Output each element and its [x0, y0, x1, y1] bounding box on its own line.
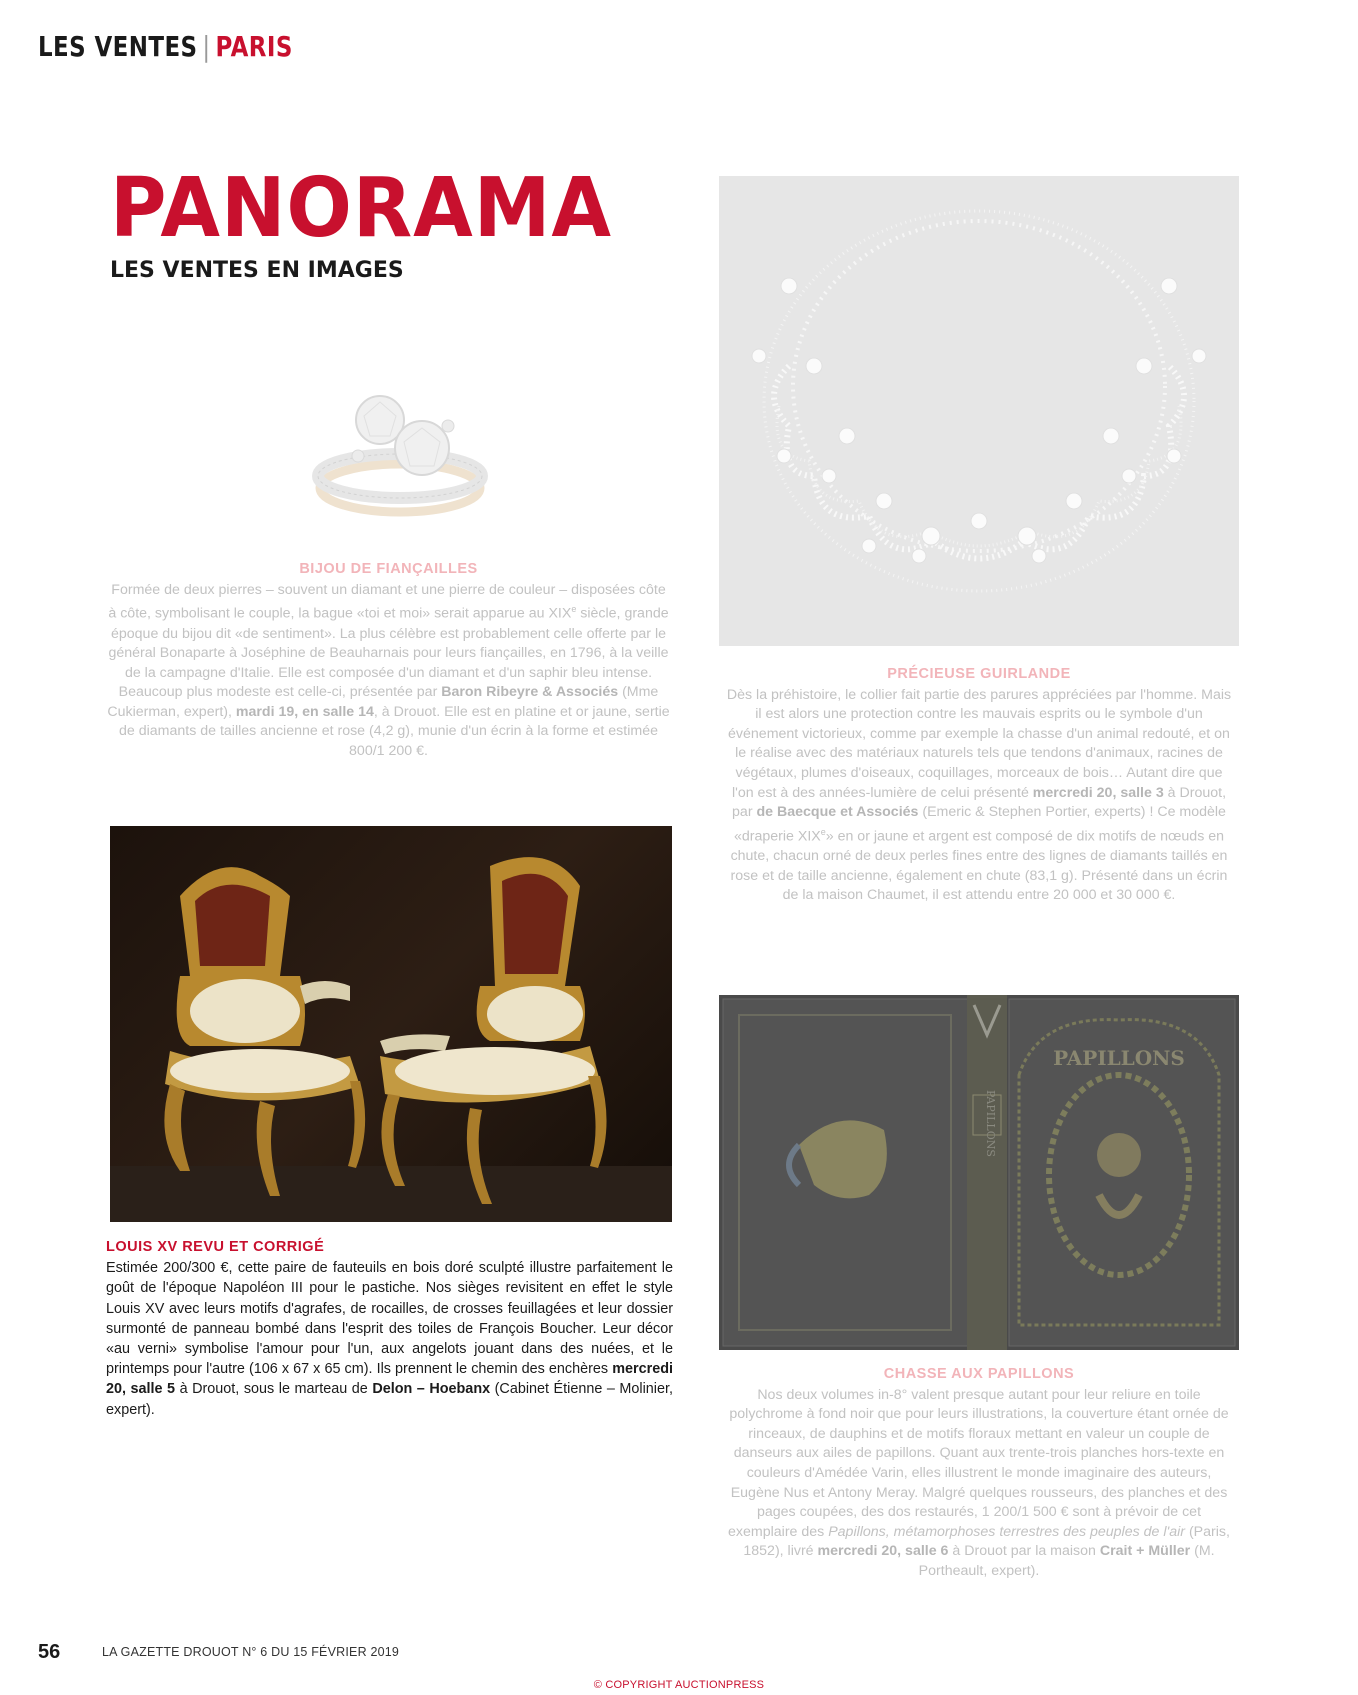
- book-heading: CHASSE AUX PAPILLONS: [883, 1366, 1075, 1382]
- header-separator: |: [202, 30, 211, 63]
- armchairs-caption: LOUIS XV REVU ET CORRIGÉ Estimée 200/300 €, cette paire de fauteuils en bois doré sculpté illustre parfaitement le goût de l'époque Napoléon III pour le pastiche. Nos sièges revisitent en effet le style Louis XV avec leurs motifs d'agrafes, de rocailles, de crosses feuillagées et leur dossier surmonté de panneau bombé dans l'esprit des toiles de François Boucher. Leur décor «au verni» symbolise l'amour pour l'un, aux angelots jouant dans des nuées, et le printemps pour l'autre (106 x 67 x 65 cm). Ils prennent le chemin des enchères mercredi 20, salle 5 à Drouot, sous le marteau de Delon – Hoebanx (Cabinet Étienne – Molinier, expert).: [106, 1239, 673, 1418]
- armchairs-heading: LOUIS XV REVU ET CORRIGÉ: [106, 1239, 325, 1255]
- book-caption: CHASSE AUX PAPILLONS Nos deux volumes in-8° valent presque autant pour leur reliure en toile polychrome à fond noir que pour leurs illustrations, la couverture étant ornée de rinceaux, de dauphins et de motifs floraux mettant en valeur un couple de danseurs aux ailes de papillons. Quant aux trente-trois planches hors-texte en couleurs d'Amédée Varin, elles illustrent le monde imaginaire des auteurs, Eugène Nus et Antony Meray. Malgré quelques rousseurs, des planches et des pages coupées, des dos restaurés, 1 200/1 500 € sont à prévoir de cet exemplaire des Papillons, métamorphoses terrestres des peuples de l'air (Paris, 1852), livré mercredi 20, salle 6 à Drouot par la maison Crait + Müller (M. Portheault, expert).: [724, 1365, 1234, 1582]
- book-photo: [719, 995, 1239, 1350]
- book-cover-icon: [719, 995, 1239, 1350]
- auction-house: Crait + Müller: [1099, 1543, 1191, 1560]
- necklace-icon: [719, 176, 1239, 646]
- city-label: PARIS: [215, 30, 293, 63]
- sale-date: mercredi 20, salle 5: [106, 1361, 673, 1398]
- necklace-heading: PRÉCIEUSE GUIRLANDE: [887, 666, 1071, 682]
- sale-date: mercredi 20, salle 6: [817, 1543, 949, 1560]
- auction-house: Delon – Hoebanx: [372, 1381, 491, 1398]
- page-subtitle: LES VENTES EN IMAGES: [110, 258, 404, 283]
- necklace-photo: [719, 176, 1239, 646]
- ring-heading: BIJOU DE FIANÇAILLES: [299, 561, 478, 577]
- ring-icon: [300, 378, 500, 528]
- book-title: Papillons, métamorphoses terrestres des peuples de l'air: [828, 1523, 1185, 1540]
- sale-date: mercredi 20, salle 3: [1032, 784, 1164, 801]
- book-cover-title: PAPILLONS: [1053, 1046, 1185, 1070]
- magazine-issue: LA GAZETTE DROUOT N° 6 DU 15 FÉVRIER 2019: [102, 1645, 400, 1659]
- section-label: LES VENTES: [38, 30, 198, 63]
- section-header: [38, 30, 293, 63]
- auction-house: Baron Ribeyre & Associés: [441, 684, 619, 701]
- page-title: PANORAMA: [110, 161, 613, 256]
- armchair-icon: [110, 826, 672, 1222]
- page-number: 56: [38, 1641, 61, 1663]
- ring-caption: BIJOU DE FIANÇAILLES Formée de deux pierres – souvent un diamant et une pierre de couleur – disposées côte à côte, symbolisant le couple, la bague «toi et moi» serait apparue au XIXe siècle, grande époque du bijou dit «de sentiment». La plus célèbre est probablement celle offerte par le général Bonaparte à Joséphine de Beauharnais pour leurs fiançailles, en 1796, à la veille de la campagne d'Italie. Elle est composée d'un diamant et d'un saphir bleu intense. Beaucoup plus modeste est celle-ci, présentée par Baron Ribeyre & Associés (Mme Cukierman, expert), mardi 19, en salle 14, à Drouot. Elle est en platine et or jaune, sertie de diamants de tailles ancienne et rose (4,2 g), munie d'un écrin à la forme et estimée 800/1 200 €.: [107, 561, 670, 760]
- auction-house: de Baecque et Associés: [756, 804, 919, 821]
- sale-date: mardi 19, en salle 14: [235, 703, 374, 720]
- necklace-caption: PRÉCIEUSE GUIRLANDE Dès la préhistoire, le collier fait partie des parures appréciées par l'homme. Mais il est alors une protection contre les mauvais esprits ou le symbole d'un événement victorieux, comme par exemple la chasse d'un animal redouté, et on le réalise avec des matériaux naturels tels que tendons d'animaux, racines de végétaux, plumes d'oiseaux, coquillages, morceaux de bois… Autant dire que l'on est à des années-lumière de celui présenté mercredi 20, salle 3 à Drouot, par de Baecque et Associés (Emeric & Stephen Portier, experts) ! Ce modèle «draperie XIXe» en or jaune et argent est composé de dix motifs de nœuds en chute, chacun orné de deux perles fines entre des lignes de diamants taillés en rose et de taille ancienne, également en chute (83,1 g). Présenté dans un écrin de la maison Chaumet, il est attendu entre 20 000 et 30 000 €.: [724, 665, 1234, 906]
- book-spine-title: PAPILLONS: [984, 1090, 997, 1157]
- ring-photo: [300, 378, 500, 528]
- copyright-notice: © COPYRIGHT AUCTIONPRESS: [593, 1679, 765, 1691]
- armchairs-photo: [110, 826, 672, 1222]
